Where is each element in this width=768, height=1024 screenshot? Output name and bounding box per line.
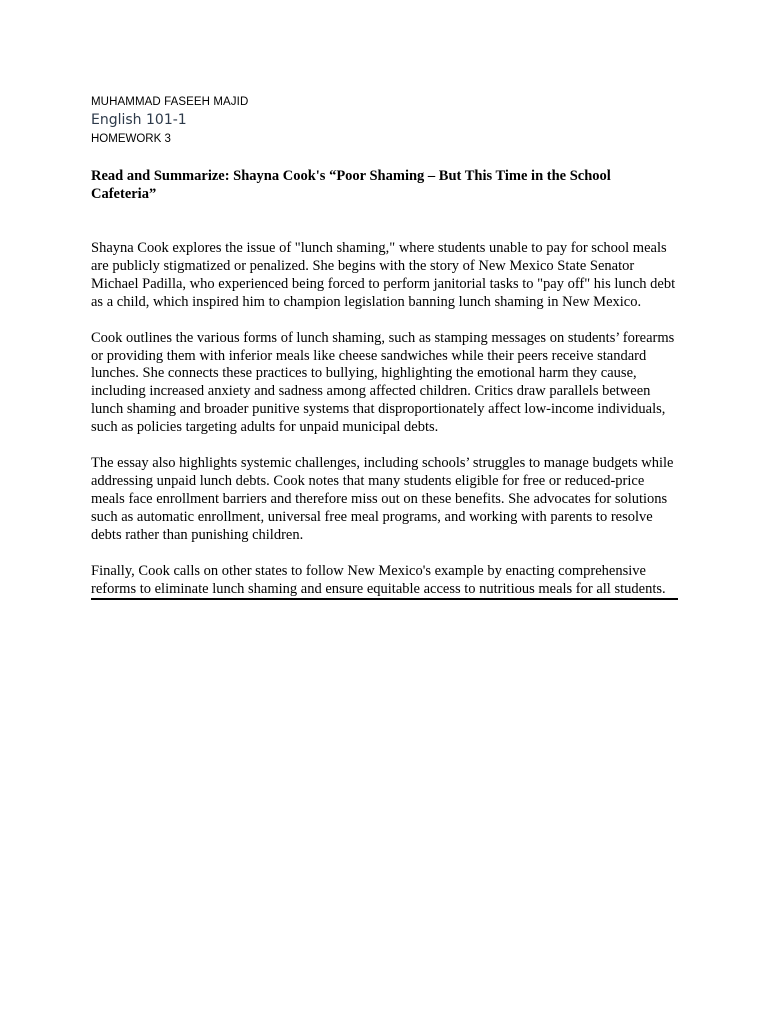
- paragraph-4: Finally, Cook calls on other states to follow New Mexico's example by enacting comprehensive reforms to eliminate lunch shaming and ensure equitable access to nutritious meals for all students.: [91, 563, 678, 601]
- document-body: [91, 95, 678, 600]
- assignment-label: HOMEWORK 3: [91, 133, 171, 145]
- paragraph-1: Shayna Cook explores the issue of "lunch shaming," where students unable to pay for school meals are publicly stigmatized or penalized. She begins with the story of New Mexico State Senator Michael Padilla, who experienced being forced to perform janitorial tasks to "pay off" his lunch debt as a child, which inspired him to champion legislation banning lunch shaming in New Mexico.: [91, 240, 676, 310]
- paragraph-2: Cook outlines the various forms of lunch shaming, such as stamping messages on students’ forearms or providing them with inferior meals like cheese sandwiches while their peers receive standard lunches. She connects these practices to bullying, highlighting the emotional harm they cause, including increased anxiety and sadness among affected children. Critics draw parallels between lunch shaming and broader punitive systems that disproportionately affect low-income individuals, such as policies targeting adults for unpaid municipal debts.: [91, 329, 675, 436]
- author-name: MUHAMMAD FASEEH MAJID: [91, 96, 249, 108]
- essay-title: Read and Summarize: Shayna Cook's “Poor Shaming – But This Time in the School Cafeteria”: [91, 168, 611, 202]
- paragraph-3: The essay also highlights systemic challenges, including schools’ struggles to manage budgets while addressing unpaid lunch debts. Cook notes that many students eligible for free or reduced-price meals face enrollment barriers and therefore miss out on these benefits. She advocates for solutions such as automatic enrollment, universal free meal programs, and working with parents to resolve debts rather than punishing children.: [91, 455, 674, 543]
- course-name: English 101-1: [91, 112, 187, 128]
